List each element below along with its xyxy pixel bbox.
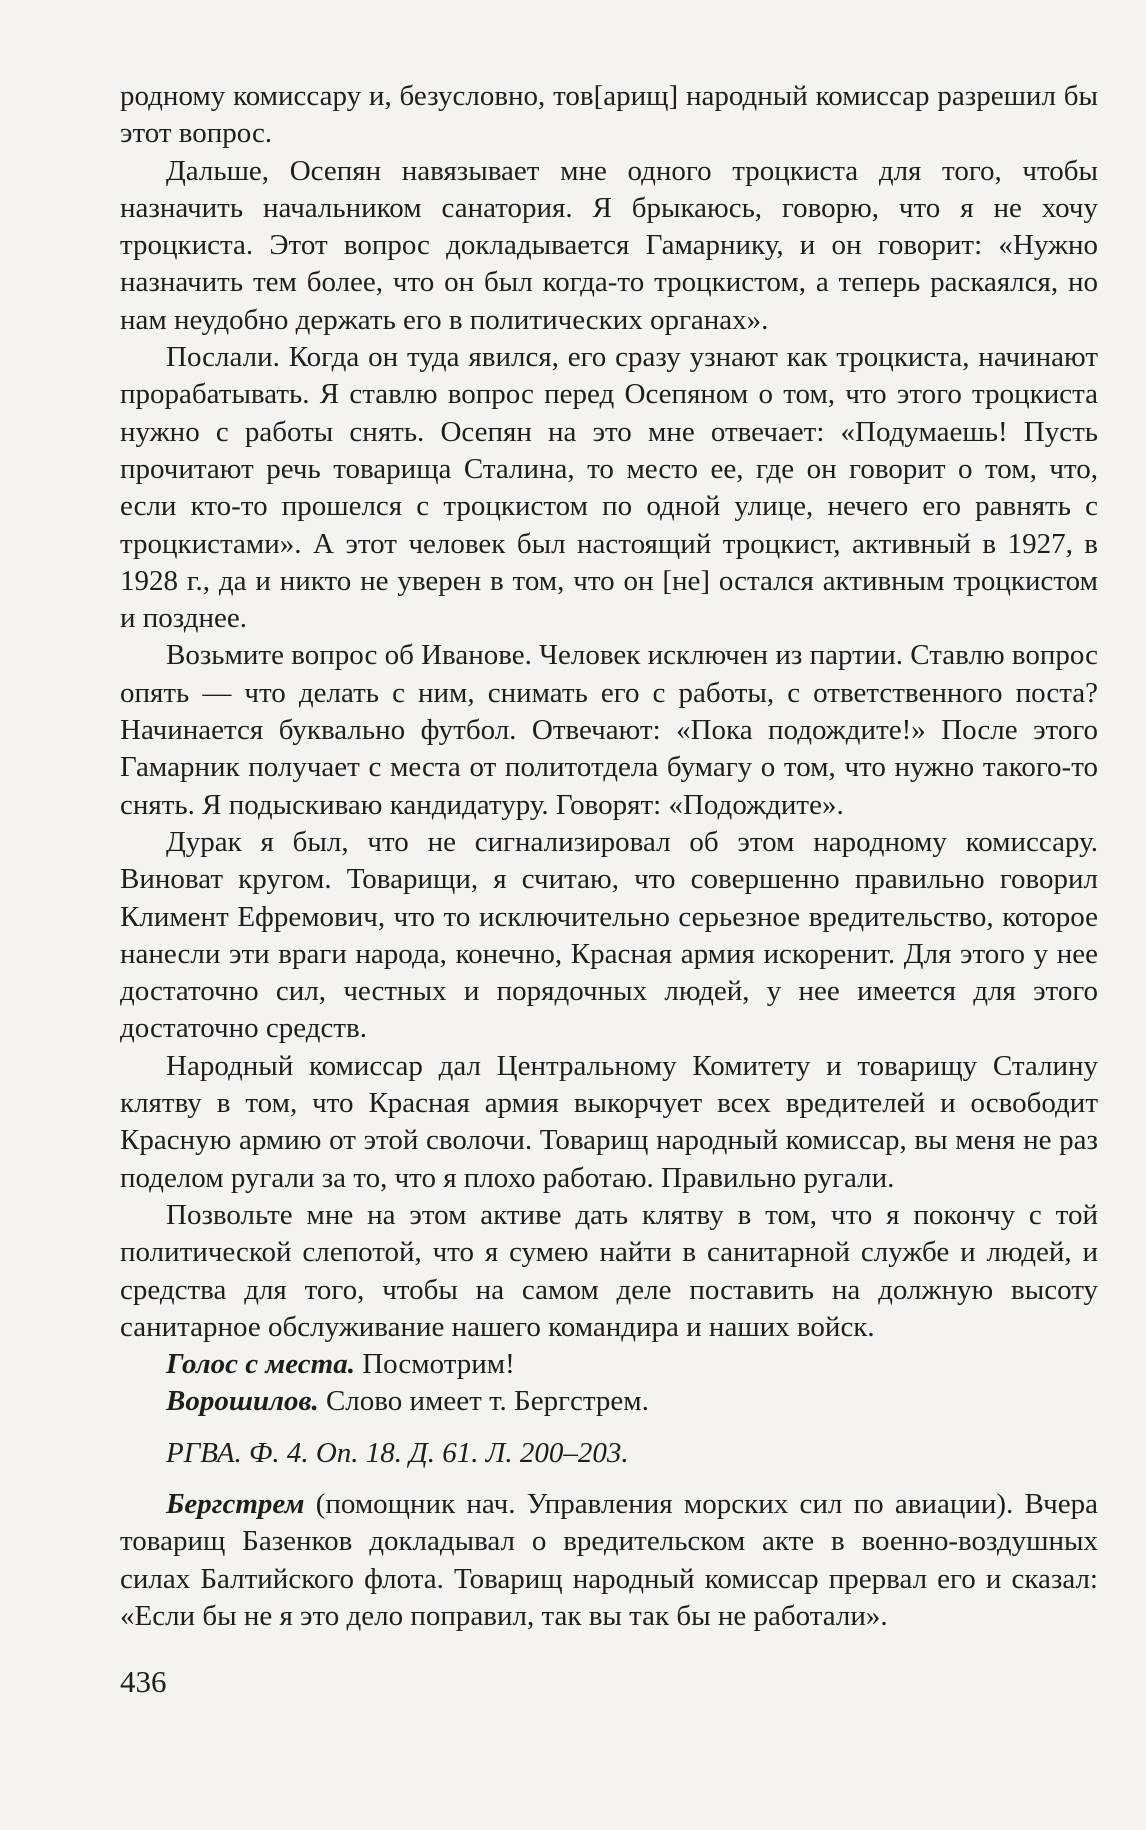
paragraph-3: Послали. Когда он туда явился, его сразу узнают как троцкиста, начинают прорабатывать. Я ставлю вопрос перед Осепяном о том, что этого троцкиста нужно с работы снять. Осепян на это мне отвечает: «Подумаешь! Пусть прочитают речь товарища Сталина, то место ее, где он говорит о том, что, если кто-то прошелся с троцкистом по одной улице, нечего его равнять с троцкистами». А этот человек был настоящий троцкист, активный в 1927, в 1928 г., да и никто не уверен в том, что он [не] остался активным троцкистом и позднее. xyxy=(120,341,1098,635)
speaker-voroshilov: Ворошилов. xyxy=(166,1385,319,1418)
speaker-bergstrem: Бергстрем xyxy=(166,1487,305,1520)
paragraph-6: Народный комиссар дал Центральному Комитету и товарищу Сталину клятву в том, что Красная армия выкорчует всех вредителей и освободит Красную армию от этой сволочи. Товарищ народный комиссар, вы меня не раз поделом ругали за то, что я плохо работаю. Правильно ругали. xyxy=(120,1049,1098,1194)
paragraph-1: родному комиссару и, безусловно, тов[арищ] народный комиссар разрешил бы этот вопрос. xyxy=(120,80,1098,150)
bergstrem-text: (помощник нач. Управления морских сил по авиации). Вчера товарищ Базенков докладывал о вредительском акте в военно-воздушных силах Балтийского флота. Товарищ народный комиссар прервал его и сказал: «Если бы не я это дело поправил, так вы так бы не работали». xyxy=(120,1487,1098,1632)
voice-text: Посмотрим! xyxy=(354,1348,515,1381)
voroshilov-text: Слово имеет т. Бергстрем. xyxy=(318,1385,649,1418)
paragraph-4: Возьмите вопрос об Иванове. Человек исключен из партии. Ставлю вопрос опять — что делать с ним, снимать его с работы, с ответственного поста? Начинается буквально футбол. Отвечают: «Пока подождите!» После этого Гамарник получает с места от политотдела бумагу о том, что нужно такого-то снять. Я подыскиваю кандидатуру. Говорят: «Подождите». xyxy=(120,639,1098,821)
bergstrem-speech xyxy=(120,1486,1098,1635)
voice-from-floor xyxy=(120,1346,1098,1383)
speaker-voice: Голос с места. xyxy=(166,1348,355,1381)
archive-reference: РГВА. Ф. 4. Оп. 18. Д. 61. Л. 200–203. xyxy=(166,1436,629,1469)
voroshilov-remark xyxy=(120,1383,1098,1420)
paragraph-2: Дальше, Осепян навязывает мне одного троцкиста для того, чтобы назначить начальником санатория. Я брыкаюсь, говорю, что я не хочу троцкиста. Этот вопрос докладывается Гамарнику, и он говорит: «Нужно назначить тем более, что он был когда-то троцкистом, а теперь раскаялся, но нам неудобно держать его в политических органах». xyxy=(120,154,1098,336)
page-number: 436 xyxy=(120,1664,167,1699)
paragraph-5: Дурак я был, что не сигнализировал об этом народному комиссару. Виноват кругом. Товарищи, я считаю, что совершенно правильно говорил Климент Ефремович, что то исключительно серьезное вредительство, которое нанесли эти враги народа, конечно, Красная армия искоренит. Для этого у нее достаточно сил, честных и порядочных людей, у нее имеется для этого достаточно средств. xyxy=(120,825,1098,1045)
main-text xyxy=(120,78,1098,1635)
paragraph-7: Позвольте мне на этом активе дать клятву в том, что я покончу с той политической слепотой, что я сумею найти в санитарной службе и людей, и средства для того, чтобы на самом деле поставить на должную высоту санитарное обслуживание нашего командира и наших войск. xyxy=(120,1198,1098,1343)
